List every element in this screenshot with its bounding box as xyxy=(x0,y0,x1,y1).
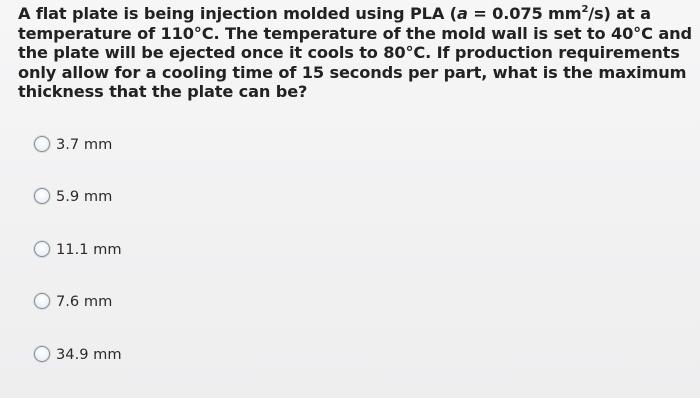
question-text-part3: /s) at a temperature of 110°C. The temperature of the mold wall is set to 40°C and the plate will be ejected once it cools to 80°C. If production requirements only allow for a cooling time of 15 seconds per part, what is the maximum thickness that the plate can be? xyxy=(18,4,692,101)
answer-option-3[interactable] xyxy=(34,239,122,259)
question-text-part2: = 0.075 mm xyxy=(467,4,582,23)
question-variable-a: a xyxy=(456,4,468,23)
answer-option-label: 3.7 mm xyxy=(56,135,113,153)
question-text xyxy=(18,4,694,102)
radio-button-icon[interactable] xyxy=(34,188,50,204)
answer-option-label: 34.9 mm xyxy=(56,345,122,363)
radio-button-icon[interactable] xyxy=(34,346,50,362)
answer-option-label: 5.9 mm xyxy=(56,187,113,205)
question-superscript: 2 xyxy=(581,3,589,15)
radio-button-icon[interactable] xyxy=(34,136,50,152)
question-text-part1: A flat plate is being injection molded using PLA ( xyxy=(18,4,457,23)
answer-option-2[interactable] xyxy=(34,186,112,206)
answer-option-1[interactable] xyxy=(34,134,112,154)
answer-option-4[interactable] xyxy=(34,291,112,311)
answer-option-label: 7.6 mm xyxy=(56,292,113,310)
radio-button-icon[interactable] xyxy=(34,293,50,309)
radio-button-icon[interactable] xyxy=(34,241,50,257)
answer-option-label: 11.1 mm xyxy=(56,240,122,258)
answer-option-5[interactable] xyxy=(34,344,122,364)
